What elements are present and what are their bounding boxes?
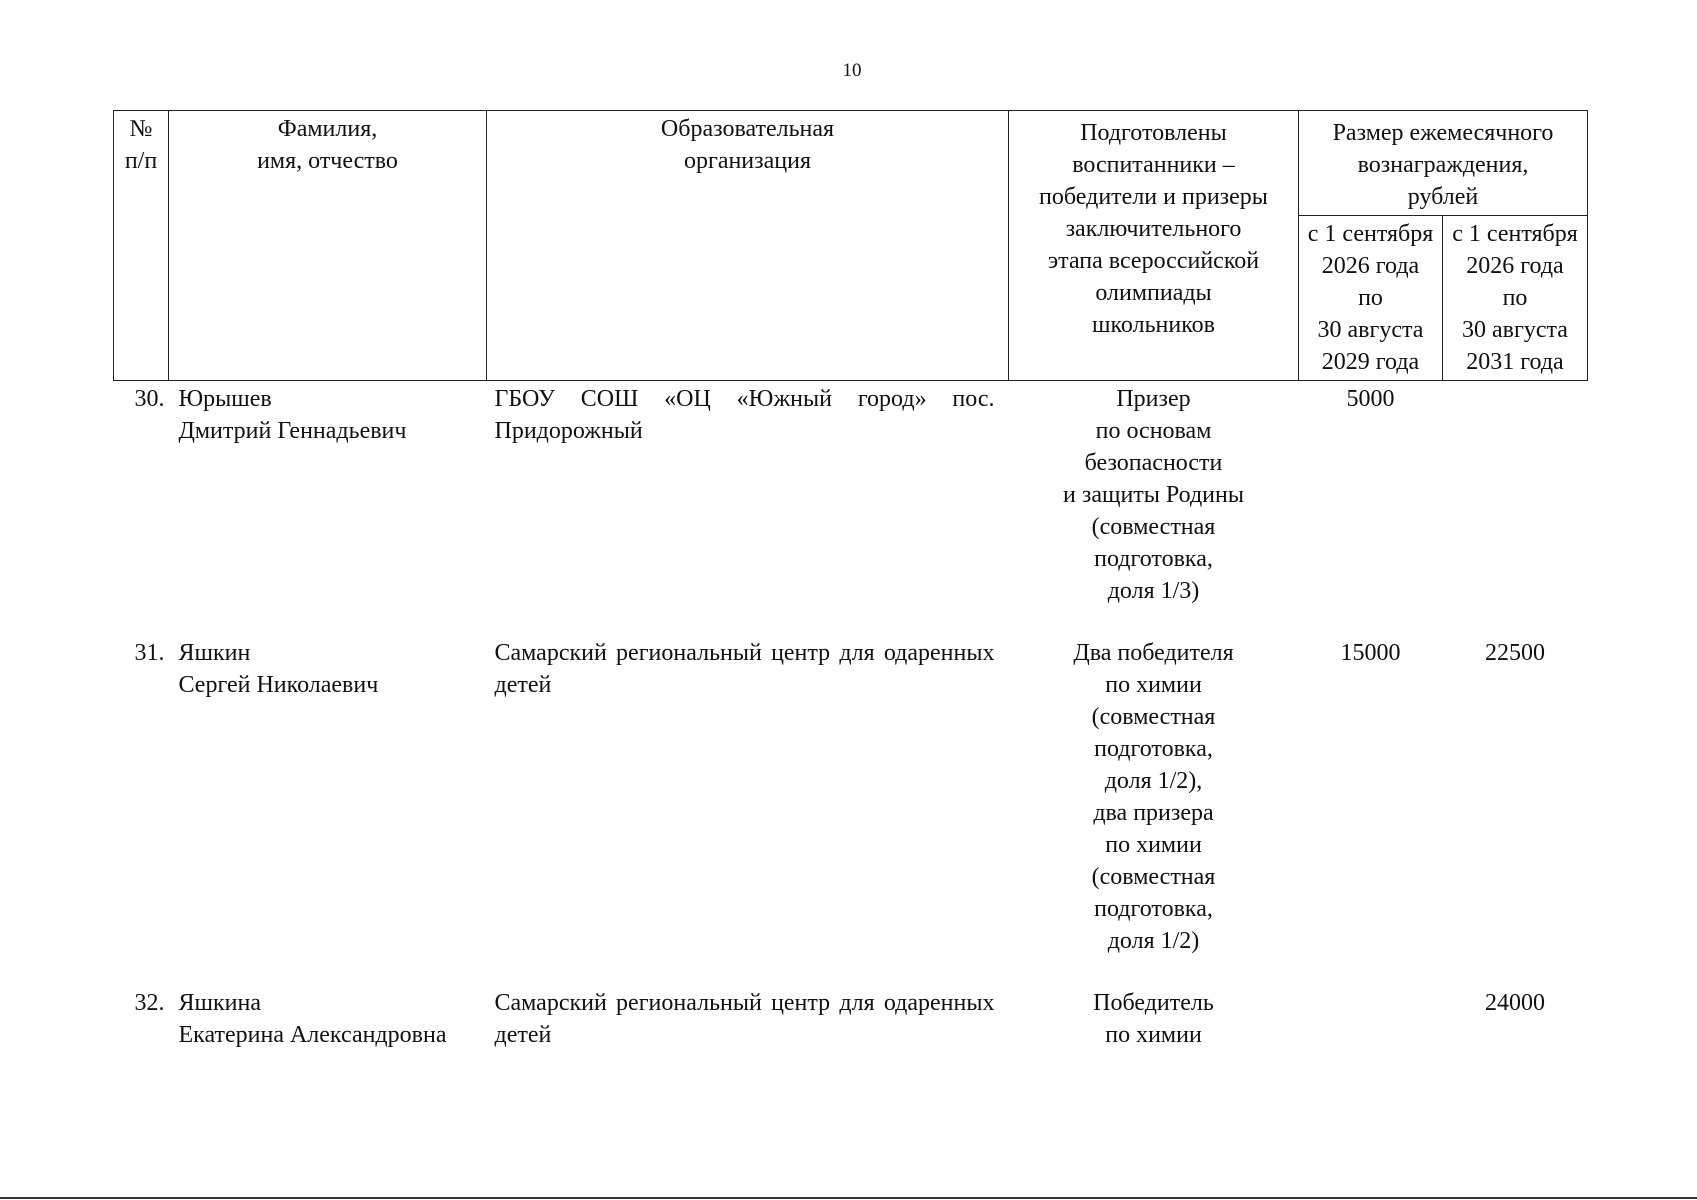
payment-period-1 bbox=[1299, 985, 1443, 1053]
header-period-1: с 1 сентября 2026 года по 30 августа 2029 года bbox=[1299, 216, 1443, 381]
achievement: Победитель по химии bbox=[1093, 990, 1214, 1048]
page-bottom-edge bbox=[0, 1197, 1697, 1199]
organization: Самарский региональный центр для одаренных детей bbox=[494, 990, 995, 1048]
header-period-2: с 1 сентября 2026 года по 30 августа 2031 года bbox=[1443, 216, 1588, 381]
header-payment-group: Размер ежемесячного вознаграждения, рублей bbox=[1299, 111, 1588, 216]
payment-period-2: 24000 bbox=[1485, 990, 1545, 1016]
table-row bbox=[114, 381, 1588, 636]
header-name: Фамилия, имя, отчество bbox=[169, 111, 487, 381]
table-row bbox=[114, 985, 1588, 1053]
table-body bbox=[114, 381, 1588, 1054]
payment-period-2 bbox=[1443, 381, 1588, 636]
row-number: 30. bbox=[134, 386, 165, 412]
payment-period-1: 15000 bbox=[1340, 640, 1401, 666]
table-row bbox=[114, 635, 1588, 985]
person-name: Яшкин Сергей Николаевич bbox=[178, 640, 379, 698]
payment-period-1: 5000 bbox=[1346, 386, 1395, 412]
header-achievement: Подготовлены воспитанники – победители и призеры заключительного этапа всероссийской олимпиады школьников bbox=[1009, 111, 1299, 381]
person-name: Яшкина Екатерина Александровна bbox=[178, 990, 447, 1048]
page-number: 10 bbox=[842, 60, 862, 81]
row-number: 31. bbox=[134, 640, 165, 666]
achievement: Два победителя по химии (совместная подготовка, доля 1/2), два призера по химии (совместная подготовка, доля 1/2) bbox=[1073, 640, 1234, 954]
achievement: Призер по основам безопасности и защиты Родины (совместная подготовка, доля 1/3) bbox=[1063, 386, 1244, 604]
organization: ГБОУ СОШ «ОЦ «Южный город» пос. Придорожный bbox=[494, 386, 995, 444]
awards-table bbox=[113, 110, 1588, 1053]
header-num: № п/п bbox=[114, 111, 169, 381]
header-org: Образовательная организация bbox=[487, 111, 1009, 381]
organization: Самарский региональный центр для одаренных детей bbox=[494, 640, 995, 698]
payment-period-2: 22500 bbox=[1485, 640, 1545, 666]
row-number: 32. bbox=[134, 990, 165, 1016]
table-header bbox=[114, 111, 1588, 381]
person-name: Юрышев Дмитрий Геннадьевич bbox=[178, 386, 407, 444]
